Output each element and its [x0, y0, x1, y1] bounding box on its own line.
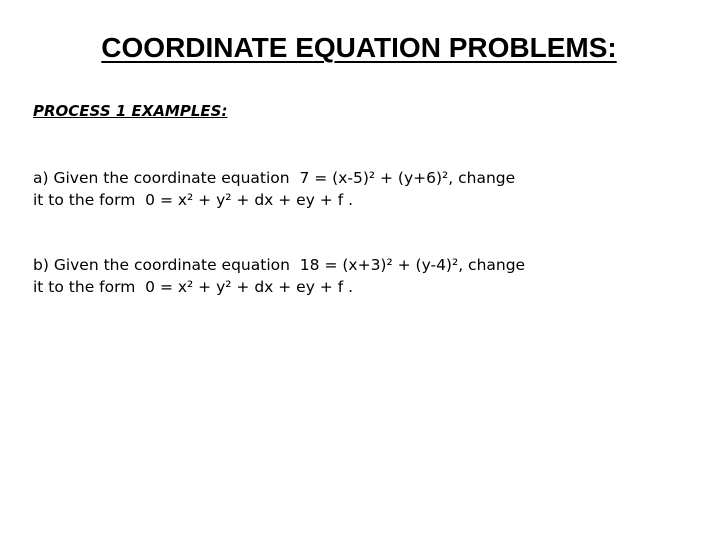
problem-b-line-1: b) Given the coordinate equation 18 = (x+3)² + (y-4)², change	[33, 256, 526, 274]
section-heading: PROCESS 1 EXAMPLES:	[33, 102, 228, 120]
problem-b-line-2: it to the form 0 = x² + y² + dx + ey + f .	[33, 278, 354, 296]
slide-title: COORDINATE EQUATION PROBLEMS:	[101, 32, 617, 63]
problem-a-line-1: a) Given the coordinate equation 7 = (x-5)² + (y+6)², change	[33, 169, 516, 187]
problem-a-line-2: it to the form 0 = x² + y² + dx + ey + f .	[33, 191, 354, 209]
problem-a	[33, 167, 515, 211]
problem-b	[33, 254, 525, 298]
